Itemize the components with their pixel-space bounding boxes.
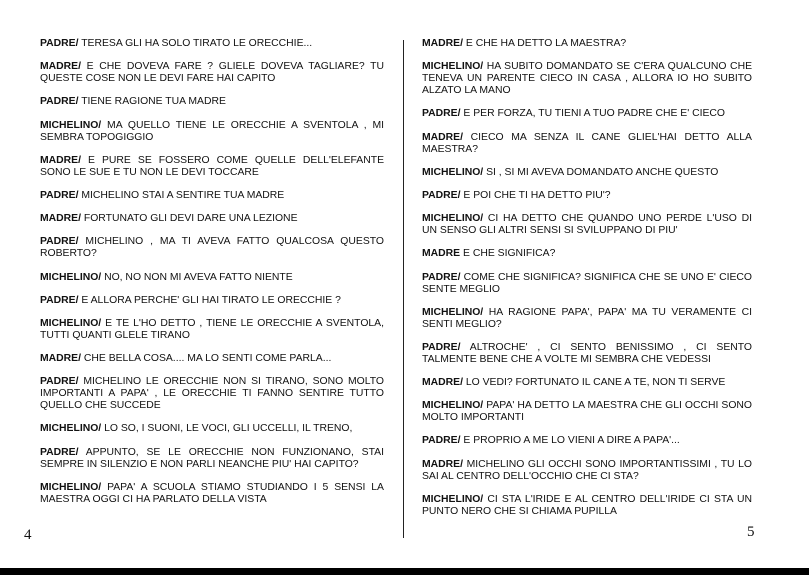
speaker-name: MICHELINO/ — [40, 119, 102, 131]
dialogue-line — [422, 307, 752, 331]
speaker-name: MICHELINO/ — [422, 306, 484, 318]
left-page-number: 4 — [24, 527, 32, 543]
dialogue-line — [40, 236, 384, 260]
page-divider — [403, 40, 404, 538]
dialogue-line — [40, 318, 384, 342]
dialogue-line — [40, 376, 384, 412]
line-text: LO SO, I SUONI, LE VOCI, GLI UCCELLI, IL TRENO, — [101, 423, 353, 435]
speaker-name: PADRE/ — [40, 189, 79, 201]
speaker-name: PADRE/ — [40, 236, 79, 248]
dialogue-line — [40, 38, 384, 50]
right-page-text — [422, 38, 752, 529]
speaker-name: PADRE/ — [422, 341, 461, 353]
dialogue-line — [40, 61, 384, 85]
speaker-name: MICHELINO/ — [422, 61, 484, 73]
speaker-name: PADRE/ — [40, 38, 79, 49]
dialogue-line — [40, 423, 384, 435]
dialogue-line — [40, 96, 384, 108]
speaker-name: MADRE/ — [422, 38, 463, 49]
dialogue-line — [422, 248, 752, 260]
speaker-name: PADRE/ — [422, 108, 461, 120]
speaker-name: PADRE/ — [40, 294, 79, 306]
line-text: CHE BELLA COSA.... MA LO SENTI COME PARLA... — [80, 353, 332, 365]
line-text: ALTROCHE' , CI SENTO BENISSIMO , CI SENTO TALMENTE BENE CHE A VOLTE MI SEMBRA CHE VEDESSI — [422, 341, 752, 365]
line-text: COME CHE SIGNIFICA? SIGNIFICA CHE SE UNO E' CIECO SENTE MEGLIO — [422, 271, 752, 295]
line-text: CIECO MA SENZA IL CANE GLIEL'HAI DETTO ALLA MAESTRA? — [422, 131, 752, 155]
line-text: HA SUBITO DOMANDATO SE C'ERA QUALCUNO CHE TENEVA UN PARENTE CIECO IN CASA , ALLORA IO HO SUBITO ALZATO LA MANO — [422, 61, 752, 97]
speaker-name: PADRE/ — [422, 189, 461, 201]
dialogue-line — [422, 132, 752, 156]
speaker-name: MADRE/ — [40, 353, 81, 365]
speaker-name: MADRE/ — [422, 131, 463, 143]
dialogue-line — [422, 435, 752, 447]
speaker-name: MICHELINO/ — [422, 213, 484, 225]
dialogue-line — [422, 272, 752, 296]
dialogue-line — [40, 295, 384, 307]
line-text: NO, NO NON MI AVEVA FATTO NIENTE — [101, 271, 293, 283]
speaker-name: PADRE/ — [40, 376, 79, 388]
speaker-name: PADRE/ — [40, 446, 79, 458]
line-text: CI HA DETTO CHE QUANDO UNO PERDE L'USO DI UN SENSO GLI ALTRI SENSI SI SVILUPPANO DI PIU' — [422, 213, 752, 237]
line-text: MICHELINO GLI OCCHI SONO IMPORTANTISSIMI , TU LO SAI AL CENTRO DELL'OCCHIO CHE CI STA? — [422, 458, 752, 482]
line-text: E ALLORA PERCHE' GLI HAI TIRATO LE ORECCHIE ? — [78, 294, 341, 306]
speaker-name: MICHELINO/ — [40, 423, 102, 435]
line-text: TERESA GLI HA SOLO TIRATO LE ORECCHIE... — [78, 38, 313, 49]
right-page-number: 5 — [747, 524, 755, 540]
speaker-name: MADRE/ — [422, 377, 463, 389]
speaker-name: MICHELINO/ — [40, 481, 102, 493]
line-text: MA QUELLO TIENE LE ORECCHIE A SVENTOLA , MI SEMBRA TOPOGIGGIO — [40, 119, 384, 143]
line-text: E PER FORZA, TU TIENI A TUO PADRE CHE E' CIECO — [460, 108, 725, 120]
dialogue-line — [40, 190, 384, 202]
dialogue-line — [40, 155, 384, 179]
line-text: E CHE SIGNIFICA? — [460, 248, 556, 260]
dialogue-line — [422, 213, 752, 237]
line-text: E POI CHE TI HA DETTO PIU'? — [460, 189, 611, 201]
speaker-name: PADRE/ — [422, 435, 461, 447]
speaker-name: MADRE/ — [40, 61, 81, 73]
speaker-name: MADRE/ — [422, 458, 463, 470]
line-text: MICHELINO LE ORECCHIE NON SI TIRANO, SONO MOLTO IMPORTANTI A PAPA' , LE ORECCHIE TI FANNO SENTIRE TUTTO QUELLO CHE SUCCEDE — [40, 376, 384, 412]
dialogue-line — [40, 272, 384, 284]
line-text: E CHE DOVEVA FARE ? GLIELE DOVEVA TAGLIARE? TU QUESTE COSE NON LE DEVI FARE HAI CAPITO — [40, 61, 384, 85]
speaker-name: MICHELINO/ — [40, 271, 102, 283]
speaker-name: MICHELINO/ — [40, 317, 102, 329]
speaker-name: MADRE/ — [40, 213, 81, 225]
dialogue-line — [422, 377, 752, 389]
line-text: LO VEDI? FORTUNATO IL CANE A TE, NON TI SERVE — [462, 377, 726, 389]
line-text: CI STA L'IRIDE E AL CENTRO DELL'IRIDE CI STA UN PUNTO NERO CHE SI CHIAMA PUPILLA — [422, 493, 752, 517]
dialogue-line — [422, 400, 752, 424]
line-text: HA RAGIONE PAPA', PAPA' MA TU VERAMENTE CI SENTI MEGLIO? — [422, 306, 752, 330]
dialogue-line — [422, 459, 752, 483]
line-text: E PROPRIO A ME LO VIENI A DIRE A PAPA'... — [460, 435, 680, 447]
dialogue-line — [40, 353, 384, 365]
line-text: APPUNTO, SE LE ORECCHIE NON FUNZIONANO, STAI SEMPRE IN SILENZIO E NON PARLI NEANCHE PIU' HAI CAPITO? — [40, 446, 384, 470]
dialogue-line — [40, 213, 384, 225]
line-text: PAPA' A SCUOLA STIAMO STUDIANDO I 5 SENSI LA MAESTRA OGGI CI HA PARLATO DELLA VISTA — [40, 481, 384, 505]
line-text: PAPA' HA DETTO LA MAESTRA CHE GLI OCCHI SONO MOLTO IMPORTANTI — [422, 400, 752, 424]
speaker-name: MICHELINO/ — [422, 166, 484, 178]
dialogue-line — [40, 482, 384, 506]
bottom-border-bar — [0, 568, 809, 575]
line-text: E CHE HA DETTO LA MAESTRA? — [462, 38, 627, 49]
dialogue-line — [422, 167, 752, 179]
line-text: E PURE SE FOSSERO COME QUELLE DELL'ELEFANTE SONO LE SUE E TU NON LE DEVI TOCCARE — [40, 154, 384, 178]
left-page-text — [40, 38, 384, 517]
dialogue-line — [40, 120, 384, 144]
line-text: MICHELINO STAI A SENTIRE TUA MADRE — [78, 189, 285, 201]
dialogue-line — [422, 108, 752, 120]
line-text: MICHELINO , MA TI AVEVA FATTO QUALCOSA QUESTO ROBERTO? — [40, 236, 384, 260]
speaker-name: MICHELINO/ — [422, 400, 484, 412]
dialogue-line — [422, 342, 752, 366]
speaker-name: MADRE — [422, 248, 461, 260]
dialogue-line — [422, 61, 752, 97]
speaker-name: PADRE/ — [40, 96, 79, 108]
line-text: FORTUNATO GLI DEVI DARE UNA LEZIONE — [80, 213, 298, 225]
line-text: TIENE RAGIONE TUA MADRE — [78, 96, 226, 108]
dialogue-line — [40, 447, 384, 471]
dialogue-line — [422, 494, 752, 518]
dialogue-line — [422, 38, 752, 50]
speaker-name: MADRE/ — [40, 154, 81, 166]
line-text: E TE L'HO DETTO , TIENE LE ORECCHIE A SVENTOLA, TUTTI QUANTI GLELE TIRANO — [40, 317, 384, 341]
line-text: SI , SI MI AVEVA DOMANDATO ANCHE QUESTO — [483, 166, 719, 178]
dialogue-line — [422, 190, 752, 202]
speaker-name: MICHELINO/ — [422, 493, 484, 505]
speaker-name: PADRE/ — [422, 271, 461, 283]
